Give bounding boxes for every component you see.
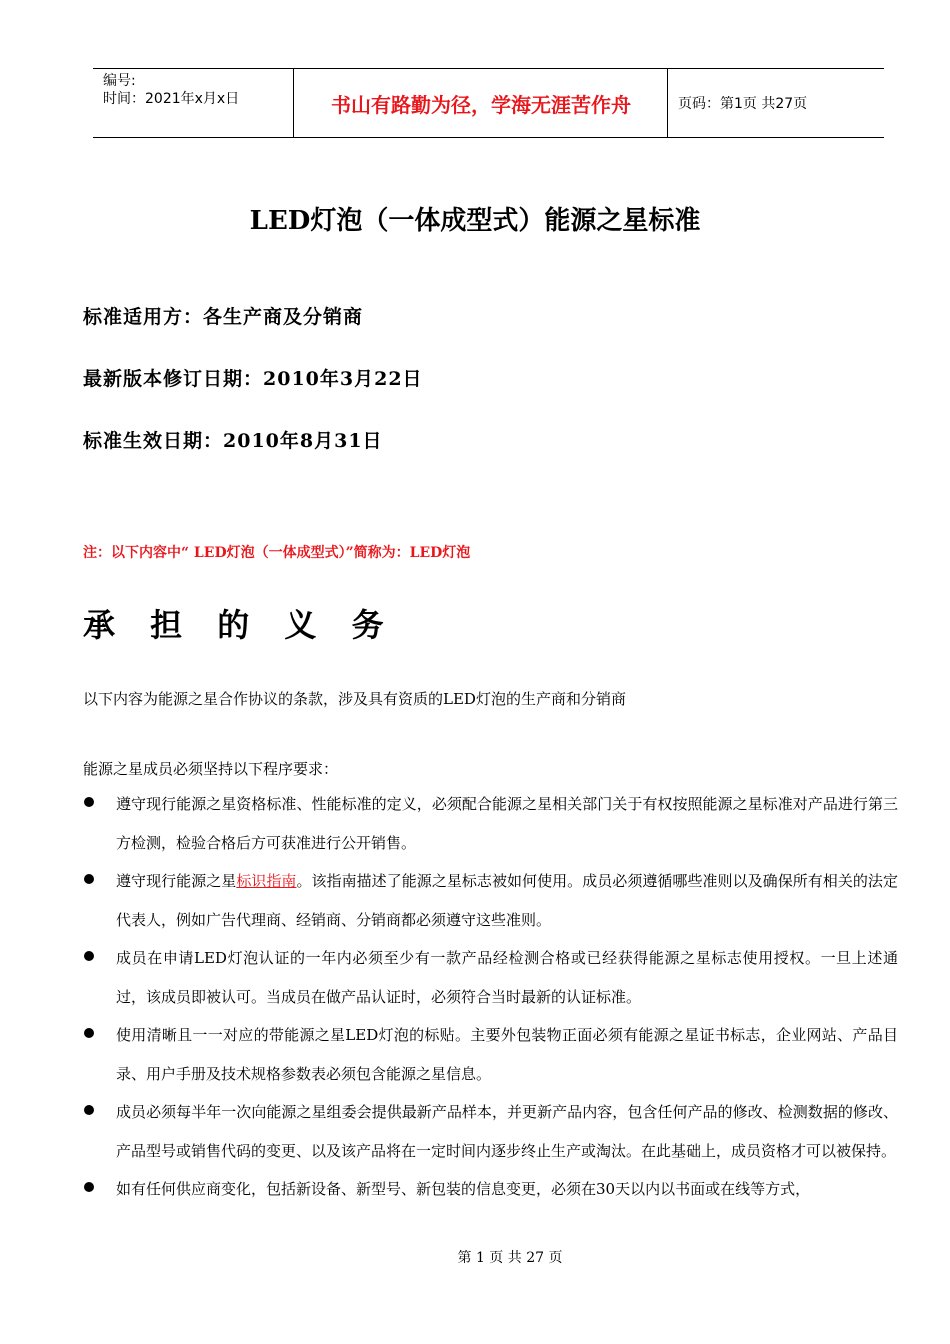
- page-footer: 第 1 页 共 27 页: [457, 1250, 563, 1266]
- list-item: 成员必须每半年一次向能源之星组委会提供最新产品样本，并更新产品内容，包含任何产品的修改、检测数据的修改、产品型号或销售代码的变更、以及该产品将在一定时间内逐步终止生产或淘汰。在此基础上，成员资格才可以被保持。: [83, 1093, 898, 1170]
- bullet-icon: [84, 1182, 94, 1192]
- abbreviation-note: 注：以下内容中“ LED灯泡（一体成型式）”简称为：LED灯泡: [83, 545, 471, 561]
- document-title: LED灯泡（一体成型式）能源之星标准: [249, 206, 701, 236]
- applicable-parties: 标准适用方：各生产商及分销商: [83, 306, 364, 328]
- marking-guide-link[interactable]: 标识指南: [236, 872, 297, 890]
- bullet-icon: [84, 874, 94, 884]
- revision-date: 最新版本修订日期：2010年3月22日: [83, 368, 423, 390]
- list-item: 遵守现行能源之星资格标准、性能标准的定义，必须配合能源之星相关部门关于有权按照能源之星标准对产品进行第三方检测，检验合格后方可获准进行公开销售。: [83, 785, 898, 862]
- header-motto: 书山有路勤为径，学海无涯苦作舟: [295, 69, 668, 137]
- section-heading: 承 担 的 义 务: [83, 606, 396, 644]
- requirement-lead: 能源之星成员必须坚持以下程序要求：: [83, 760, 339, 778]
- bullet-icon: [84, 951, 94, 961]
- list-item: 成员在申请LED灯泡认证的一年内必须至少有一款产品经检测合格或已经获得能源之星标志使用授权。一旦上述通过，该成员即被认可。当成员在做产品认证时，必须符合当时最新的认证标准。: [83, 939, 898, 1016]
- list-item: 使用清晰且一一对应的带能源之星LED灯泡的标贴。主要外包装物正面必须有能源之星证书标志，企业网站、产品目录、用户手册及技术规格参数表必须包含能源之星信息。: [83, 1016, 898, 1093]
- document-time-label: 时间：2021年x月x日: [103, 91, 240, 107]
- bullet-icon: [84, 1028, 94, 1038]
- intro-paragraph: 以下内容为能源之星合作协议的条款，涉及具有资质的LED灯泡的生产商和分销商: [83, 690, 626, 708]
- list-item: 遵守现行能源之星标识指南。该指南描述了能源之星标志被如何使用。成员必须遵循哪些准则以及确保所有相关的法定代表人，例如广告代理商、经销商、分销商都必须遵守这些准则。: [83, 862, 898, 939]
- document-number-label: 编号:: [103, 73, 136, 89]
- header-page-info: 页码：第1页 共27页: [678, 96, 808, 112]
- bullet-icon: [84, 797, 94, 807]
- effective-date: 标准生效日期：2010年8月31日: [83, 430, 383, 452]
- requirement-list: [83, 785, 898, 1209]
- header-table: [93, 68, 884, 138]
- header-info-cell: [93, 69, 294, 137]
- list-item: 如有任何供应商变化，包括新设备、新型号、新包装的信息变更，必须在30天以内以书面或在线等方式，: [83, 1170, 898, 1209]
- bullet-icon: [84, 1105, 94, 1115]
